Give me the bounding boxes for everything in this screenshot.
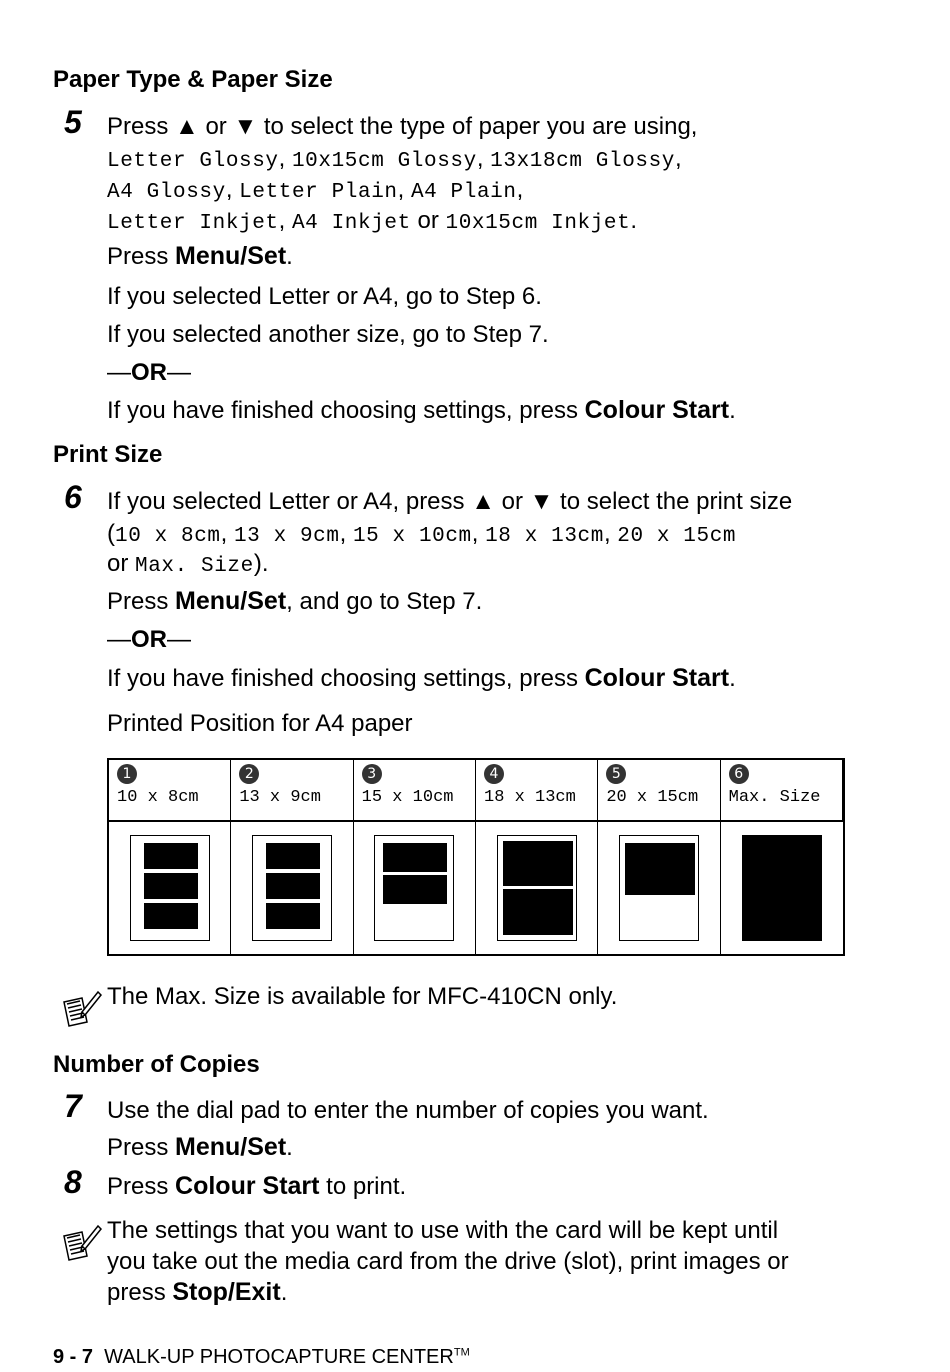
column-header: 4 18 x 13cm: [476, 760, 598, 822]
layout-cell-10x8: [109, 822, 231, 954]
colour-start-key: Colour Start: [584, 664, 730, 692]
marker-5: 5: [606, 764, 626, 784]
trademark: TM: [453, 1346, 470, 1359]
section-heading-copies: Number of Copies: [53, 1051, 260, 1078]
step5-options-line2: A4 Glossy, Letter Plain, A4 Plain,: [107, 176, 524, 204]
layout-cell-18x13: [476, 822, 598, 954]
marker-3: 3: [362, 764, 382, 784]
menu-set-key: Menu/Set: [175, 587, 287, 615]
column-header: 6 Max. Size: [721, 760, 843, 822]
note-settings-line1: The settings that you want to use with the card will be kept until: [107, 1217, 779, 1244]
menu-set-key: Menu/Set: [175, 1133, 287, 1161]
step7-press-menuset: Press Menu/Set.: [107, 1133, 293, 1161]
column-header: 1 10 x 8cm: [109, 760, 231, 822]
column-header: 5 20 x 15cm: [598, 760, 720, 822]
note-settings-line2: you take out the media card from the drive (slot), print images or: [107, 1248, 789, 1275]
menu-set-key: Menu/Set: [175, 242, 287, 270]
paper-diagram: [497, 835, 577, 941]
layout-cell-15x10: [354, 822, 476, 954]
marker-1: 1: [117, 764, 137, 784]
footer-title: WALK-UP PHOTOCAPTURE CENTER: [104, 1346, 454, 1368]
marker-6: 6: [729, 764, 749, 784]
layout-cell-max-size: [721, 822, 843, 954]
paper-diagram: [619, 835, 699, 941]
step6-or: —OR—: [107, 626, 191, 653]
column-header: 3 15 x 10cm: [354, 760, 476, 822]
note-settings-line3: press Stop/Exit.: [107, 1278, 288, 1306]
step6-press-menuset: Press Menu/Set, and go to Step 7.: [107, 587, 483, 615]
colour-start-key: Colour Start: [175, 1172, 320, 1200]
layout-cell-20x15: [598, 822, 720, 954]
marker-4: 4: [484, 764, 504, 784]
colour-start-key: Colour Start: [584, 396, 730, 424]
step5-or: —OR—: [107, 359, 191, 386]
step-number-6: 6: [64, 479, 82, 515]
note-pad-icon: [60, 988, 102, 1030]
step6-finished: If you have finished choosing settings, press Colour Start.: [107, 664, 736, 692]
step5-options-line3: Letter Inkjet, A4 Inkjet or 10x15cm Inkjet.: [107, 207, 638, 235]
step5-if-letter: If you selected Letter or A4, go to Step 6.: [107, 283, 542, 310]
step-number-8: 8: [64, 1164, 82, 1200]
paper-diagram: [374, 835, 454, 941]
step6-sizes-line1: (10 x 8cm, 13 x 9cm, 15 x 10cm, 18 x 13cm, 20 x 15cm: [107, 520, 737, 548]
paper-diagram: [252, 835, 332, 941]
step5-press-menuset: Press Menu/Set.: [107, 242, 293, 270]
section-heading-paper: Paper Type & Paper Size: [53, 66, 333, 93]
note-max-size: The Max. Size is available for MFC-410CN only.: [107, 983, 618, 1010]
printed-position-caption: Printed Position for A4 paper: [107, 710, 413, 737]
note-pad-icon: [60, 1222, 102, 1264]
step-number-7: 7: [64, 1088, 82, 1124]
step6-sizes-line2: or Max. Size).: [107, 550, 269, 578]
step5-finished: If you have finished choosing settings, press Colour Start.: [107, 396, 736, 424]
step5-line1: Press ▲ or ▼ to select the type of paper you are using,: [107, 113, 698, 140]
page-number: 9 - 7: [53, 1346, 94, 1368]
section-heading-print-size: Print Size: [53, 441, 163, 468]
step7-line1: Use the dial pad to enter the number of copies you want.: [107, 1097, 709, 1124]
paper-diagram: [130, 835, 210, 941]
step-number-5: 5: [64, 104, 82, 140]
column-header: 2 13 x 9cm: [231, 760, 353, 822]
layout-cell-13x9: [231, 822, 353, 954]
printed-position-table: [107, 758, 845, 956]
step6-line1: If you selected Letter or A4, press ▲ or ▼ to select the print size: [107, 488, 793, 515]
page-footer: [53, 1346, 470, 1369]
marker-2: 2: [239, 764, 259, 784]
step5-if-other: If you selected another size, go to Step 7.: [107, 321, 549, 348]
paper-diagram: [742, 835, 822, 941]
step8-line1: Press Colour Start to print.: [107, 1172, 407, 1200]
step5-options-line1: Letter Glossy, 10x15cm Glossy, 13x18cm Glossy,: [107, 145, 682, 173]
stop-exit-key: Stop/Exit: [172, 1278, 281, 1306]
